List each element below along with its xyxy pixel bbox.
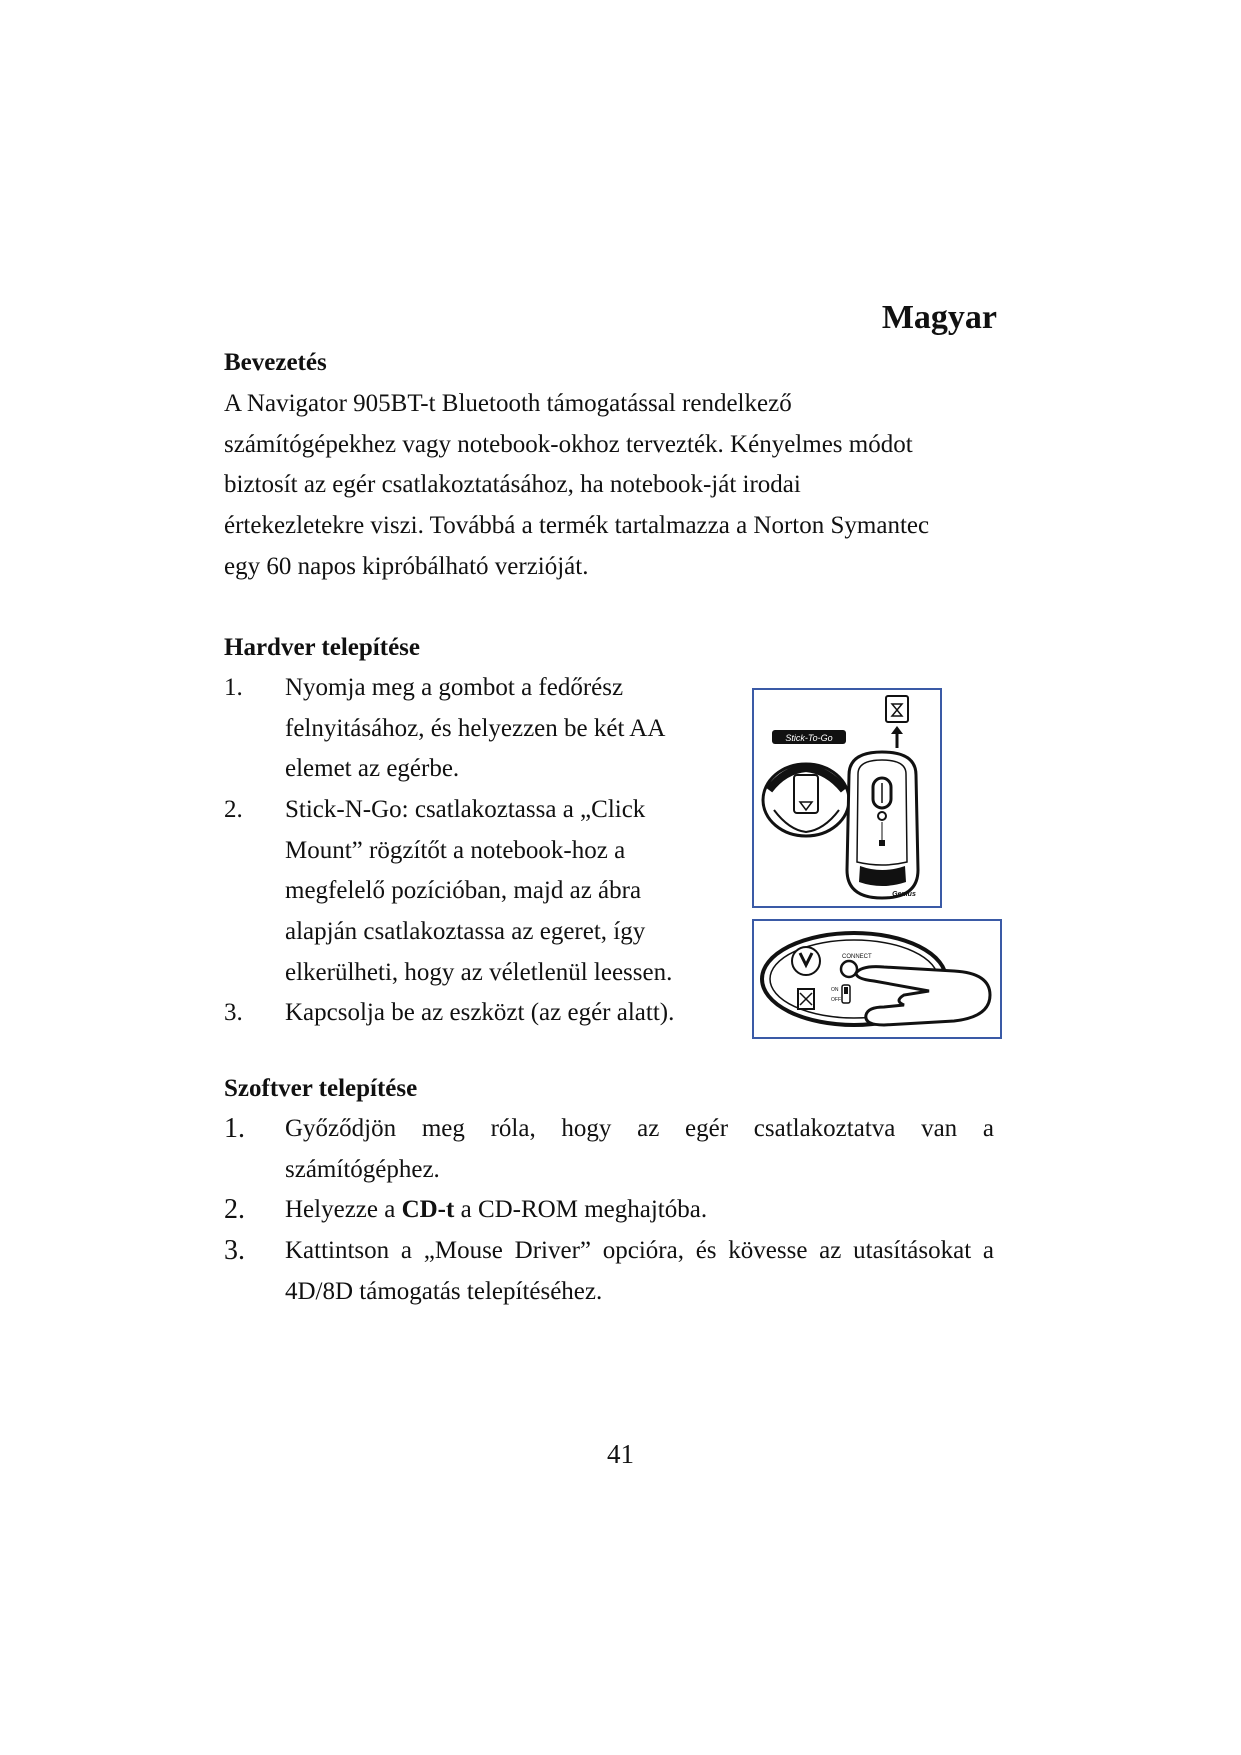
intro-line: számítógépekhez vagy notebook-okhoz tervezték. Kényelmes módot (224, 430, 913, 458)
step-line: Kapcsolja be az eszközt (az egér alatt). (285, 999, 675, 1026)
step-line: Stick-N-Go: csatlakoztassa a „Click (285, 796, 646, 823)
intro-line: biztosít az egér csatlakoztatásához, ha notebook-ját irodai (224, 471, 801, 499)
step-text (285, 1190, 994, 1231)
step-line: 4D/8D támogatás telepítéséhez. (285, 1277, 603, 1305)
intro-paragraph (224, 384, 994, 588)
step-line: felnyitásához, és helyezzen be két AA (285, 714, 666, 742)
step-number: 3. (224, 999, 243, 1026)
page-number: 41 (607, 1439, 634, 1469)
connect-illustration (754, 921, 1000, 1037)
intro-line: értekezletekre viszi. Továbbá a termék tartalmazza a Norton Symantec (224, 512, 930, 540)
intro-line: A Navigator 905BT-t Bluetooth támogatással rendelkező (224, 390, 792, 417)
step-line: Mount” rögzítőt a notebook-hoz a (285, 836, 626, 864)
step-number: 3. (224, 1235, 245, 1266)
step-line: alapján csatlakoztassa az egeret, így (285, 918, 646, 946)
intro-line: egy 60 napos kipróbálható verzióját. (224, 552, 589, 580)
hardware-heading: Hardver telepítése (224, 634, 420, 661)
step-text (285, 1109, 994, 1190)
language-title: Magyar (881, 299, 997, 336)
connect-button-figure (752, 919, 1002, 1039)
genius-logo: Genius (892, 891, 916, 898)
cd-bold-text: CD-t (401, 1196, 455, 1223)
step-line: elkerülheti, hogy az véletlenül leessen. (285, 958, 673, 986)
mouse-top-figure (752, 688, 942, 908)
step-text (285, 790, 725, 994)
step-line: Kattintson a „Mouse Driver” opcióra, és kövesse az utasításokat a (285, 1237, 994, 1264)
intro-heading: Bevezetés (224, 349, 327, 376)
mouse-illustration (754, 690, 940, 906)
step-text-part: a CD-ROM meghajtóba. (454, 1196, 708, 1223)
on-label: ON (831, 987, 839, 993)
step-number: 1. (224, 674, 243, 701)
stick-to-go-badge: Stick-To-Go (785, 733, 833, 743)
connect-label: CONNECT (842, 954, 872, 960)
step-line: Nyomja meg a gombot a fedőrész (285, 674, 624, 701)
step-text (285, 993, 725, 1034)
step-number: 1. (224, 1113, 245, 1144)
step-line: megfelelő pozícióban, majd az ábra (285, 877, 642, 905)
step-text (285, 668, 725, 790)
step-text-part: Helyezze a (285, 1196, 402, 1223)
off-label: OFF (831, 997, 841, 1003)
step-line: elemet az egérbe. (285, 755, 460, 783)
step-number: 2. (224, 796, 243, 823)
step-line: Győződjön meg róla, hogy az egér csatlakoztatva van a (285, 1115, 994, 1142)
step-line: számítógéphez. (285, 1155, 440, 1183)
step-text (285, 1231, 994, 1312)
step-number: 2. (224, 1194, 245, 1225)
software-heading: Szoftver telepítése (224, 1075, 418, 1102)
